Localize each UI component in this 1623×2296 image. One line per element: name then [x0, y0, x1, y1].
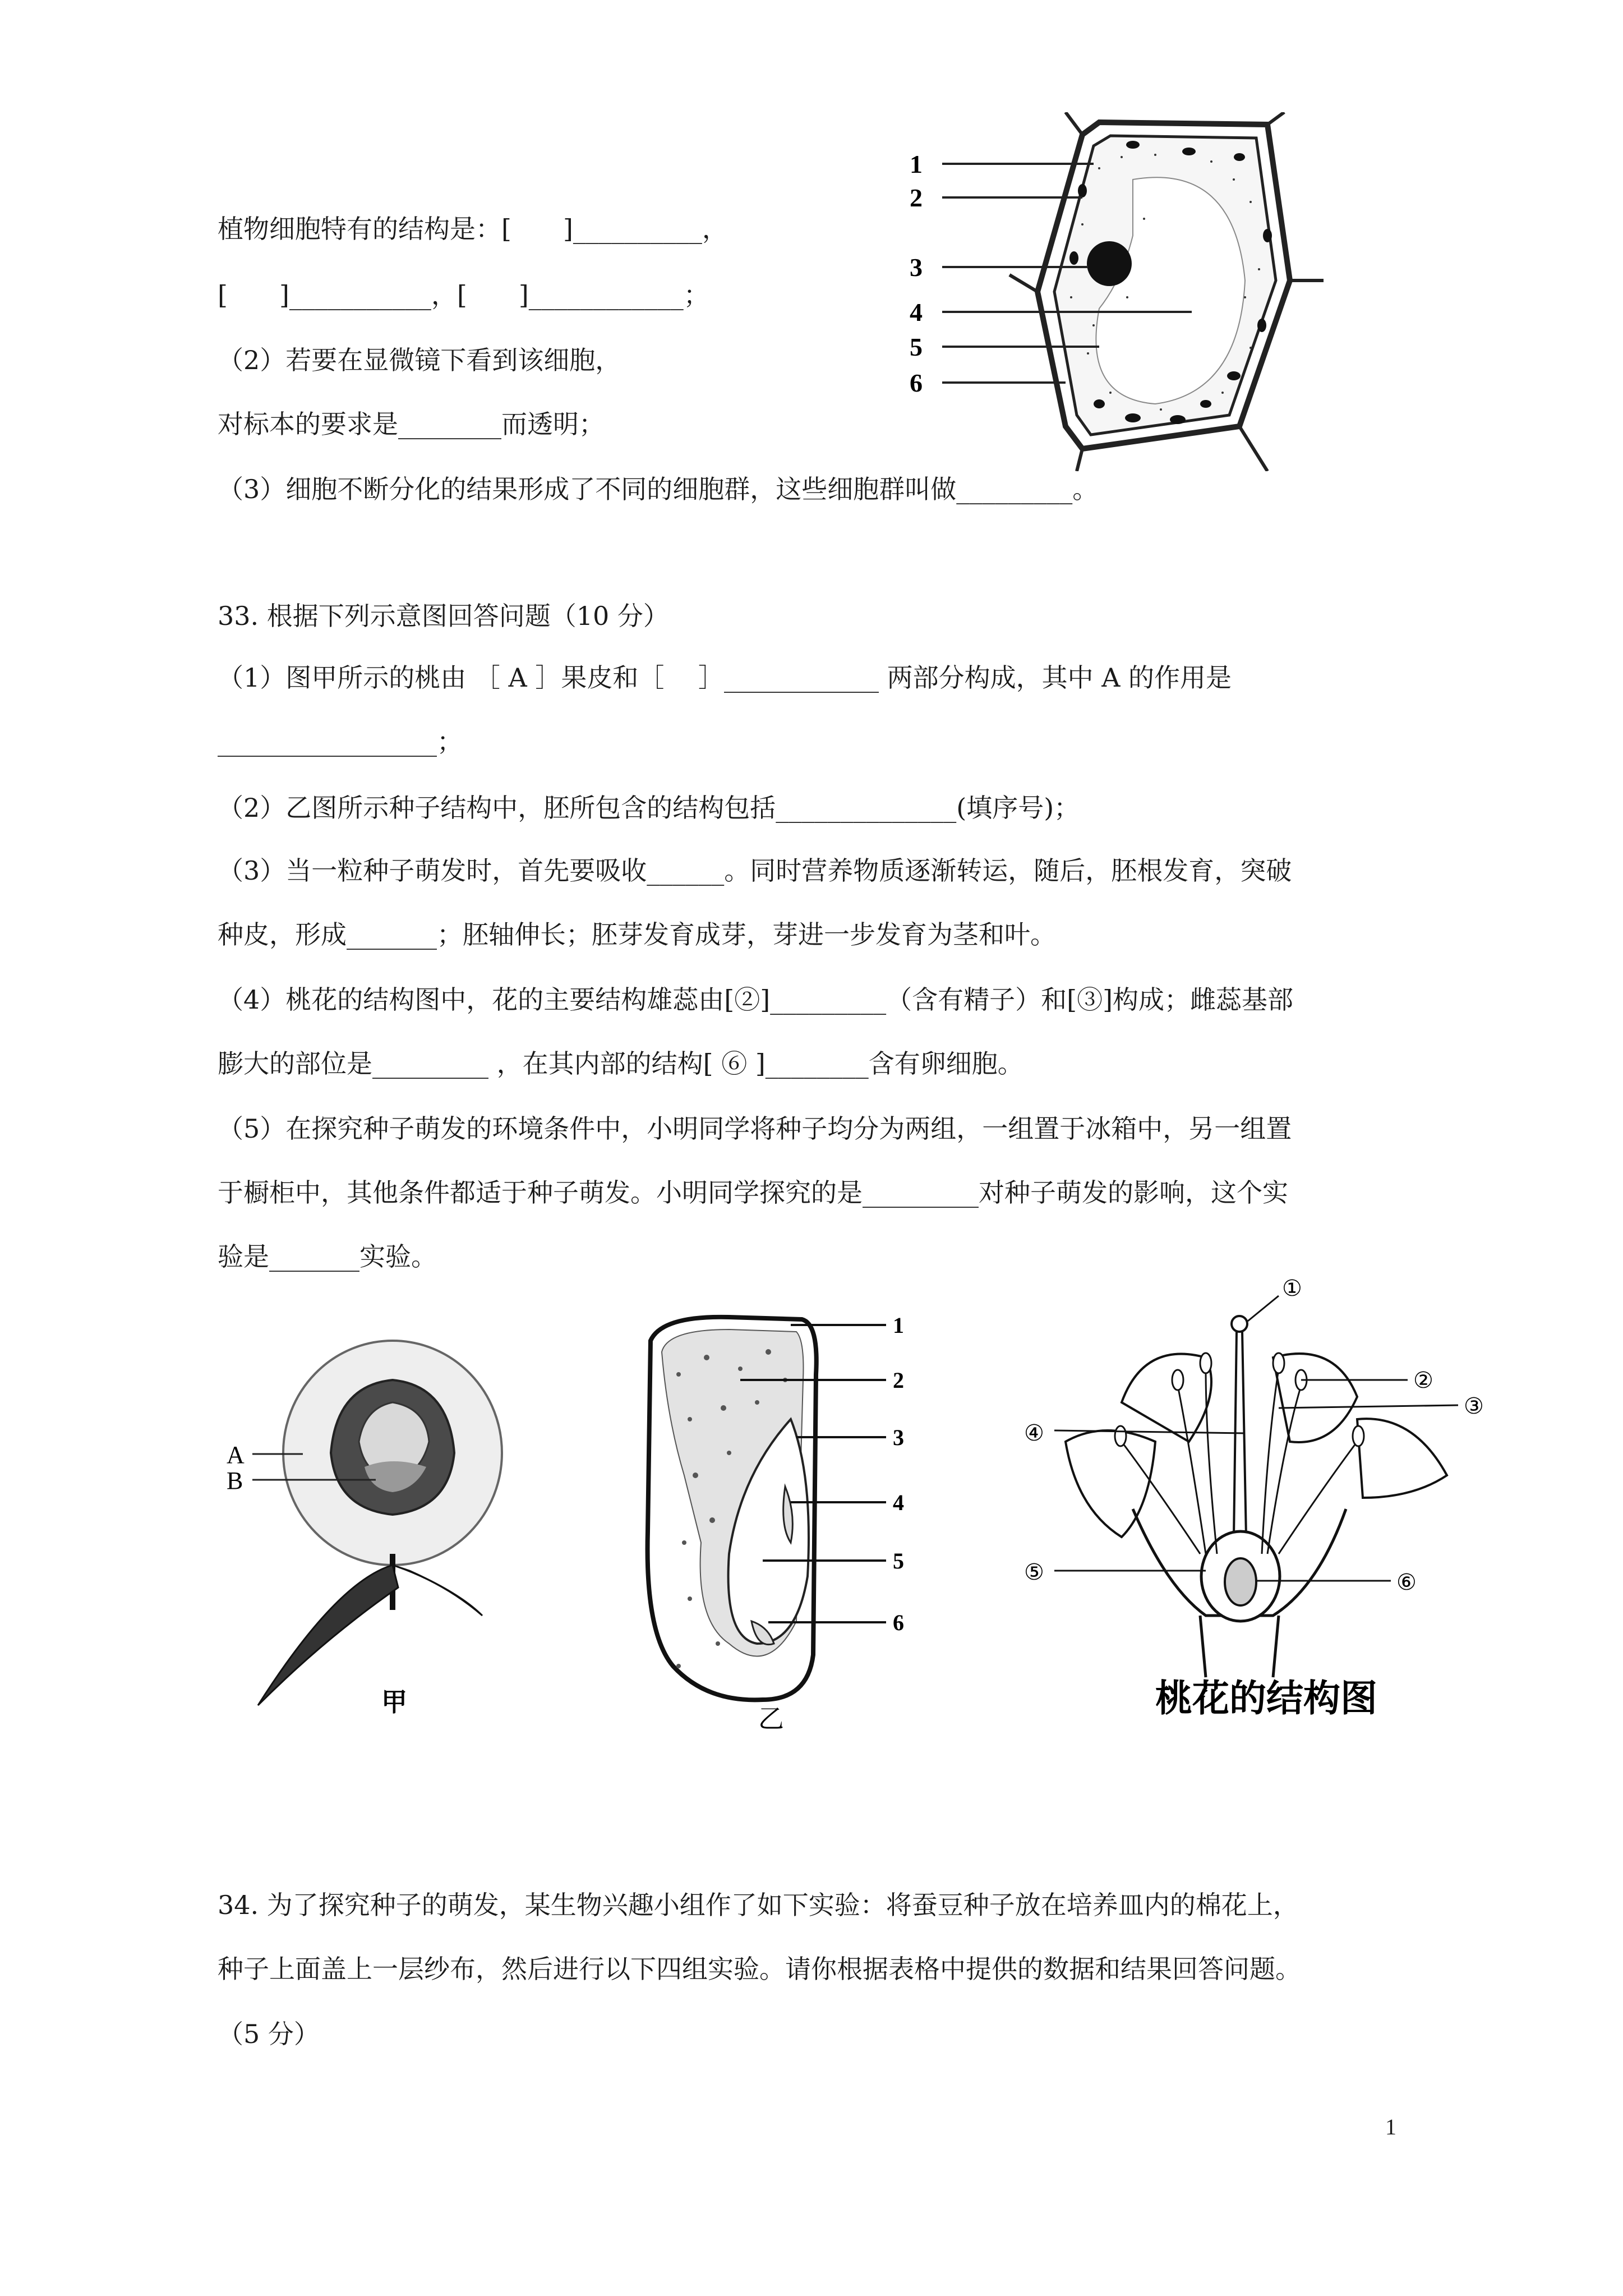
peach-label-a: A — [227, 1441, 245, 1469]
seed-label-3: 3 — [893, 1425, 904, 1450]
flower-label-4: ④ — [1024, 1420, 1044, 1446]
seed-label-5: 5 — [893, 1548, 904, 1573]
petal-top-left — [1122, 1354, 1211, 1442]
q33-p5c: 验是_______实验。 — [218, 1241, 437, 1272]
flower-label-3: ③ — [1464, 1393, 1484, 1419]
q33-p4a: （4）桃花的结构图中，花的主要结构雄蕊由[②]_________（含有精子）和[③]构成；雌蕊基部 — [218, 984, 1294, 1015]
q34-line2: 种子上面盖上一层纱布，然后进行以下四组实验。请你根据表格中提供的数据和结果回答问题。 — [218, 1954, 1301, 1984]
seed-label-1: 1 — [893, 1313, 904, 1338]
cell-label-3: 3 — [910, 253, 923, 282]
peach-leaf-left — [258, 1565, 398, 1705]
seed-label-2: 2 — [893, 1368, 904, 1393]
cell-label-1: 1 — [910, 150, 923, 178]
petal-right — [1357, 1419, 1447, 1498]
pedicel — [1200, 1616, 1279, 1677]
seed-figure — [628, 1307, 942, 1739]
cell-q-line1: 植物细胞特有的结构是：[ ]__________， — [218, 214, 728, 244]
cell-q-line4: 对标本的要求是________而透明； — [218, 409, 605, 439]
q33-p3a: （3）当一粒种子萌发时，首先要吸收______。同时营养物质逐渐转运，随后，胚根发育，突破 — [218, 855, 1292, 886]
q33-p4b: 膨大的部位是_________ ，在其内部的结构[ ⑥ ]________含有卵细胞。 — [218, 1048, 1023, 1079]
cell-q-line2: [ ]___________，[ ]____________； — [218, 280, 709, 310]
stigma — [1232, 1316, 1247, 1332]
q34-line1: 34. 为了探究种子的萌发，某生物兴趣小组作了如下实验：将蚕豆种子放在培养皿内的棉花上， — [218, 1890, 1299, 1920]
seed-caption: 乙 — [758, 1704, 784, 1734]
cell-label-6: 6 — [910, 369, 923, 397]
peach-label-b: B — [227, 1467, 243, 1494]
seed-label-4: 4 — [893, 1490, 904, 1515]
flower-label-6: ⑥ — [1396, 1570, 1417, 1595]
style — [1234, 1332, 1246, 1537]
q33-p5a: （5）在探究种子萌发的环境条件中，小明同学将种子均分为两组，一组置于冰箱中，另一组置 — [218, 1114, 1292, 1144]
page-number: 1 — [1385, 2114, 1396, 2139]
q33-title: 33. 根据下列示意图回答问题（10 分） — [218, 601, 669, 631]
q34-line3: （5 分） — [218, 2019, 320, 2049]
peach-figure — [224, 1324, 538, 1717]
flower-label-2: ② — [1413, 1368, 1433, 1393]
q33-p5b: 于橱柜中，其他条件都适于种子萌发。小明同学探究的是_________对种子萌发的影响，这个实 — [218, 1177, 1288, 1208]
petal-top-right — [1273, 1354, 1357, 1442]
plant-cell-figure — [897, 112, 1324, 471]
q33-p3b: 种皮，形成_______；胚轴伸长；胚芽发育成芽，芽进一步发育为茎和叶。 — [218, 919, 1056, 950]
cell-label-2: 2 — [910, 183, 923, 212]
petal-left — [1066, 1430, 1155, 1537]
cell-label-4: 4 — [910, 298, 923, 326]
cell-label-5: 5 — [910, 333, 923, 361]
flower-label-5: ⑤ — [1024, 1559, 1044, 1585]
cell-q-line3: （2）若要在显微镜下看到该细胞， — [218, 345, 621, 375]
q33-p2: （2）乙图所示种子结构中，胚所包含的结构包括______________(填序号)； — [218, 793, 1080, 823]
flower-label-1: ① — [1282, 1276, 1302, 1301]
flower-figure — [1021, 1273, 1514, 1722]
nucleus — [1087, 241, 1132, 286]
seed-label-6: 6 — [893, 1610, 904, 1635]
peach-leaf-right — [393, 1565, 482, 1616]
cell-q-line5: （3）细胞不断分化的结果形成了不同的细胞群，这些细胞群叫做_________。 — [218, 474, 1099, 504]
q33-p1b: _________________； — [218, 726, 463, 757]
q33-p1a: （1）图甲所示的桃由 ［ A ］果皮和［ ］____________ 两部分构成，其中 A 的作用是 — [218, 662, 1232, 693]
flower-caption: 桃花的结构图 — [1155, 1677, 1377, 1720]
ovule — [1225, 1558, 1256, 1605]
peach-caption: 甲 — [381, 1687, 407, 1717]
